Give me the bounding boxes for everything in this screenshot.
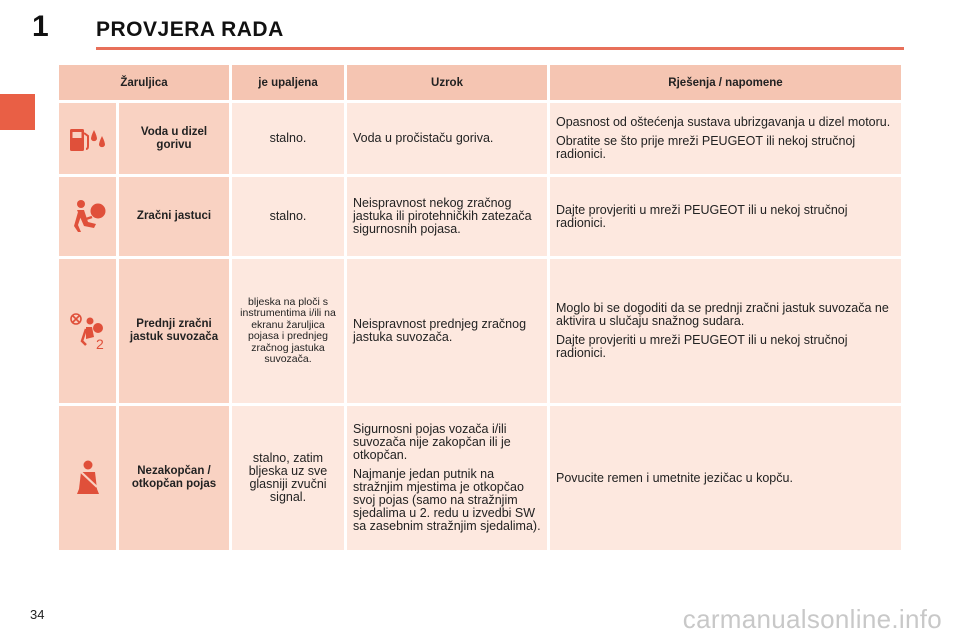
- lamp-cause: [347, 406, 547, 550]
- lamp-icon-cell: [59, 103, 116, 174]
- column-header-state: je upaljena: [232, 65, 344, 100]
- airbag-icon: [59, 198, 116, 236]
- solution-text: Moglo bi se dogoditi da se prednji zračni jastuk suvozača ne aktivira u slučaju snažnog sudara.: [556, 301, 889, 328]
- page-number: 34: [30, 607, 45, 622]
- solution-text: Povucite remen i umetnite jezičac u kopču.: [556, 470, 793, 485]
- lamp-solution: [550, 177, 901, 256]
- solution-text: Opasnost od oštećenja sustava ubrizgavanja u dizel motoru.: [556, 115, 891, 129]
- lamp-state: stalno.: [232, 177, 344, 256]
- column-header-lamp: Žaruljica: [59, 65, 229, 100]
- seatbelt-icon: [59, 459, 116, 497]
- lamp-name: Nezakopčan / otkopčan pojas: [119, 406, 229, 550]
- table-row: [59, 103, 901, 174]
- passenger-airbag-off-icon: [59, 311, 116, 351]
- lamp-name: Zračni jastuci: [119, 177, 229, 256]
- svg-text:2: 2: [95, 336, 104, 351]
- lamp-solution: [550, 103, 901, 174]
- lamp-solution: [550, 406, 901, 550]
- cause-text: Neispravnost prednjeg zračnog jastuka suvozača.: [353, 317, 527, 344]
- page-title: PROVJERA RADA: [96, 18, 284, 41]
- lamp-name: Prednji zračni jastuk suvozača: [119, 259, 229, 403]
- lamp-solution: [550, 259, 901, 403]
- solution-text: Dajte provjeriti u mreži PEUGEOT ili u nekoj stručnoj radionici.: [556, 202, 848, 230]
- fuel-water-icon: [59, 124, 116, 154]
- lamp-cause: [347, 177, 547, 256]
- lamp-icon-cell: [59, 177, 116, 256]
- table-row: [59, 259, 901, 403]
- warning-lamp-table: [56, 62, 904, 553]
- lamp-state: bljeska na ploči s instrumentima i/ili na ekranu žaruljica pojasa i prednjeg zračnog jastuka suvozača.: [232, 259, 344, 403]
- lamp-name: Voda u dizel gorivu: [119, 103, 229, 174]
- lamp-cause: [347, 259, 547, 403]
- chapter-tab-marker: [0, 94, 35, 130]
- table-row: [59, 177, 901, 256]
- title-divider: [96, 47, 904, 50]
- lamp-state: stalno, zatim bljeska uz sve glasniji zvučni signal.: [232, 406, 344, 550]
- site-watermark: carmanualsonline.info: [682, 604, 942, 634]
- cause-text: Neispravnost nekog zračnog jastuka ili pirotehničkih zatezača sigurnosnih pojasa.: [353, 196, 532, 236]
- lamp-icon-cell: [59, 259, 116, 403]
- lamp-cause: [347, 103, 547, 174]
- cause-text: Najmanje jedan putnik na stražnjim mjestima je otkopčao svoj pojas (samo na stražnjim sjedalima u 2. redu u izvedbi SW sa zasebnim stražnjim sjedalima).: [353, 467, 541, 533]
- cause-text: Voda u pročistaču goriva.: [353, 131, 494, 145]
- lamp-icon-cell: [59, 406, 116, 550]
- cause-text: Sigurnosni pojas vozača i/ili suvozača nije zakopčan ili je otkopčan.: [353, 422, 511, 462]
- solution-text: Dajte provjeriti u mreži PEUGEOT ili u nekoj stručnoj radionici.: [556, 333, 848, 360]
- column-header-cause: Uzrok: [347, 65, 547, 100]
- lamp-state: stalno.: [232, 103, 344, 174]
- table-row: [59, 406, 901, 550]
- chapter-number: 1: [32, 10, 49, 43]
- table-header-row: [59, 65, 901, 100]
- column-header-solution: Rješenja / napomene: [550, 65, 901, 100]
- solution-text: Obratite se što prije mreži PEUGEOT ili nekoj stručnoj radionici.: [556, 134, 856, 161]
